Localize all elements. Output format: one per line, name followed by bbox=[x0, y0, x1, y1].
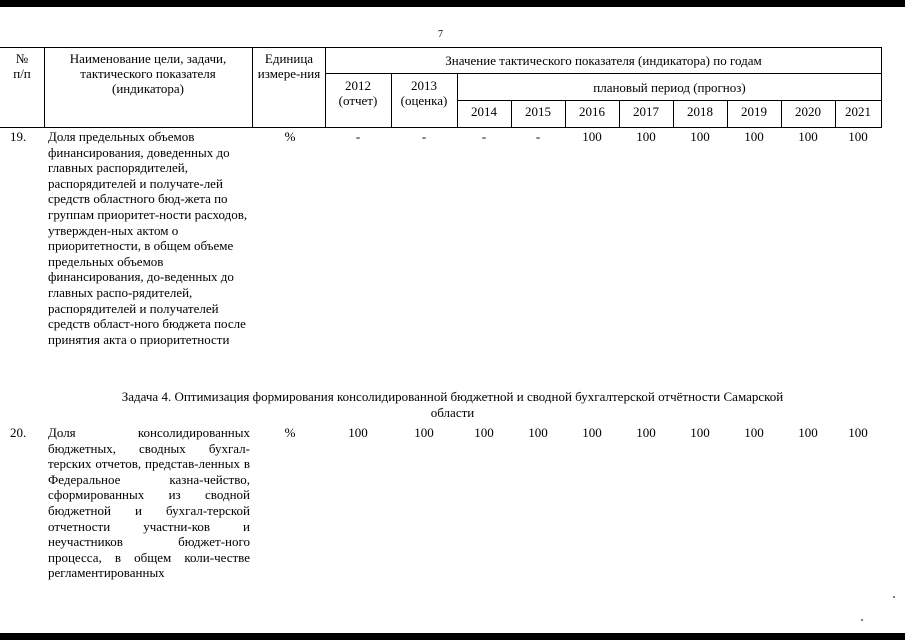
row-20-value-2015: 100 bbox=[528, 425, 548, 440]
row-19-value-2015: - bbox=[535, 129, 541, 144]
col-divider-num bbox=[44, 47, 45, 128]
row-19-value-2014: - bbox=[481, 129, 487, 144]
header-values-title: Значение тактического показателя (индикатора) по годам bbox=[445, 53, 762, 68]
scan-speck bbox=[893, 596, 895, 598]
row-19-value-2020: 100 bbox=[798, 129, 818, 144]
header-year-2018: 2018 bbox=[687, 104, 713, 119]
header-bottom-rule bbox=[0, 127, 882, 128]
row-19-value-2016: 100 bbox=[582, 129, 602, 144]
row-20-value-2016: 100 bbox=[582, 425, 602, 440]
header-year-2012: 2012 (отчет) bbox=[338, 78, 378, 108]
row-19-value-2019: 100 bbox=[744, 129, 764, 144]
bottom-scan-border bbox=[0, 633, 905, 640]
row-20-value-2012: 100 bbox=[348, 425, 368, 440]
header-planned-period: плановый период (прогноз) bbox=[593, 80, 746, 95]
row-19-value-2012: - bbox=[355, 129, 361, 144]
header-year-2013: 2013 (оценка) bbox=[400, 78, 448, 108]
header-num: № п/п bbox=[13, 51, 31, 81]
row-19-name: Доля предельных объемов финансирования, доведенных до главных распорядителей, распорядителей и получате-лей средств областного бюд-жета по группам приоритет-ности расходов, утвержден-ных актом о приоритетности, в общем объеме предельных объемов финансирования, до-веденных до главных распо-рядителей, распорядителей и получателей средств област-ного бюджета после принятия акта о приоритетности bbox=[48, 129, 248, 347]
top-scan-border bbox=[0, 0, 905, 7]
task-4-heading: Задача 4. Оптимизация формирования консолидированной бюджетной и сводной бухгалтерской отчётности Самарской области bbox=[121, 389, 784, 420]
page-number: 7 bbox=[438, 29, 443, 40]
header-year-2020: 2020 bbox=[795, 104, 821, 119]
planned-period-rule bbox=[457, 100, 882, 101]
row-20-unit: % bbox=[284, 425, 296, 440]
row-20-num: 20. bbox=[10, 425, 27, 440]
header-year-2021: 2021 bbox=[845, 104, 871, 119]
header-year-2015: 2015 bbox=[525, 104, 551, 119]
header-top-rule bbox=[0, 47, 882, 48]
row-20-value-2014: 100 bbox=[474, 425, 494, 440]
row-20-value-2013: 100 bbox=[414, 425, 434, 440]
col-divider-name bbox=[252, 47, 253, 128]
header-unit: Единица измере-ния bbox=[257, 51, 321, 81]
header-year-2014: 2014 bbox=[471, 104, 497, 119]
header-name: Наименование цели, задачи, тактического показателя (индикатора) bbox=[69, 51, 227, 96]
row-20-value-2021: 100 bbox=[848, 425, 868, 440]
header-year-2016: 2016 bbox=[579, 104, 605, 119]
years-group-rule bbox=[325, 73, 882, 74]
header-year-2017: 2017 bbox=[633, 104, 659, 119]
row-19-value-2018: 100 bbox=[690, 129, 710, 144]
scan-speck bbox=[861, 619, 863, 621]
row-20-value-2020: 100 bbox=[798, 425, 818, 440]
row-19-value-2017: 100 bbox=[636, 129, 656, 144]
row-19-value-2013: - bbox=[421, 129, 427, 144]
row-19-value-2021: 100 bbox=[848, 129, 868, 144]
row-19-num: 19. bbox=[10, 129, 27, 144]
row-19-unit: % bbox=[284, 129, 296, 144]
row-20-value-2017: 100 bbox=[636, 425, 656, 440]
header-year-2019: 2019 bbox=[741, 104, 767, 119]
row-20-name: Доля консолидированных бюджетных, сводных бухгал-терских отчетов, представ-ленных в Федеральное казна-чейство, сформированных из сводной бюджетной и бухгал-терской отчетности участни-ков и неучастников бюджет-ного процесса, в общем коли-честве регламентированных bbox=[48, 425, 250, 581]
row-20-value-2018: 100 bbox=[690, 425, 710, 440]
row-20-value-2019: 100 bbox=[744, 425, 764, 440]
